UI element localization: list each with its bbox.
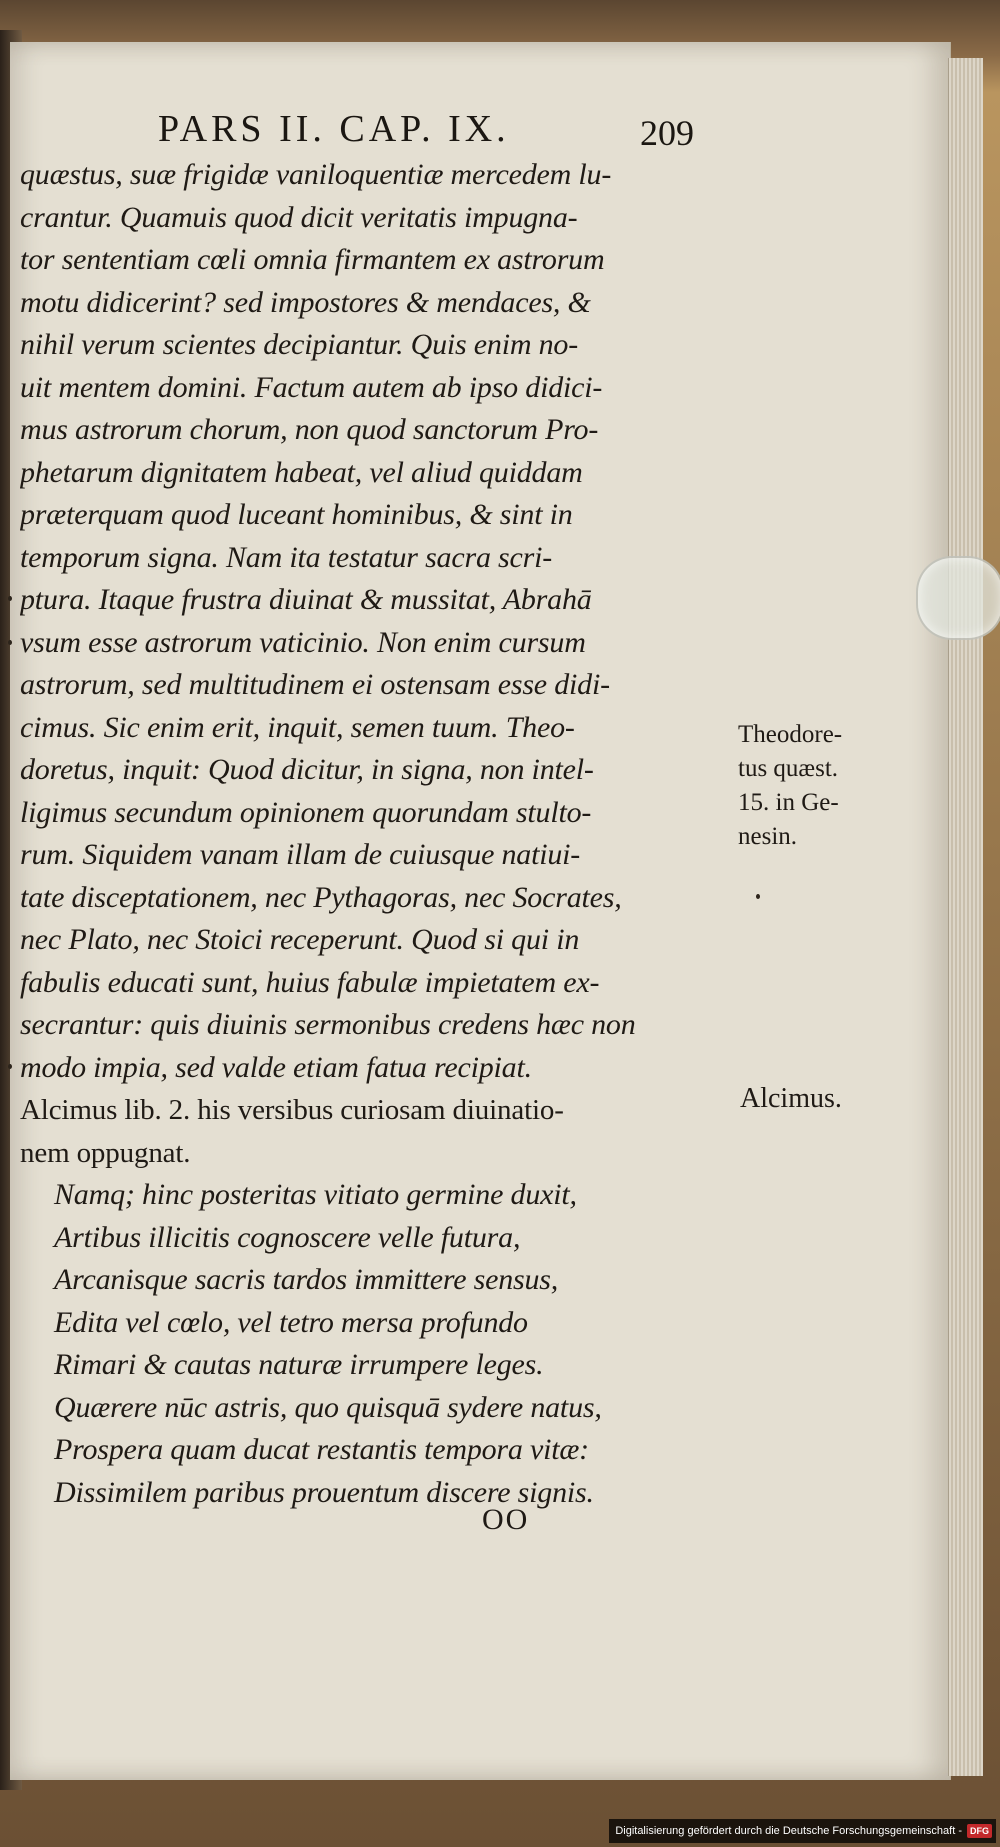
text-line: crantur. Quamuis quod dicit veritatis impugna- bbox=[20, 200, 578, 234]
ink-spot bbox=[756, 894, 760, 899]
text-line: mus astrorum chorum, non quod sanctorum Pro- bbox=[20, 413, 599, 446]
verse-line: Artibus illicitis cognoscere velle futura, bbox=[54, 1220, 521, 1254]
verse-line: Rimari & cautas naturæ irrumpere leges. bbox=[54, 1348, 544, 1381]
verse-block bbox=[20, 1174, 735, 1514]
text-line: temporum signa. Nam ita testatur sacra scri- bbox=[20, 540, 553, 574]
dfg-logo-badge: DFG bbox=[967, 1824, 992, 1838]
text-line: astrorum, sed multitudinem ei ostensam esse didi- bbox=[20, 668, 610, 701]
text-line: uit mentem domini. Factum autem ab ipso didici- bbox=[20, 370, 603, 404]
ink-spot bbox=[8, 1064, 12, 1069]
text-line: tate disceptationem, nec Pythagoras, nec Socrates, bbox=[20, 880, 622, 914]
text-line: fabulis educati sunt, huius fabulæ impietatem ex- bbox=[20, 965, 600, 999]
digitization-credit bbox=[609, 1819, 996, 1843]
text-line: motu didicerint? sed impostores & mendaces, & bbox=[20, 285, 591, 319]
text-line: tor sententiam cœli omnia firmantem ex astrorum bbox=[20, 243, 605, 276]
running-head: PARS II. CAP. IX. bbox=[158, 108, 510, 150]
page-fore-edge bbox=[948, 58, 983, 1776]
text-line: nihil verum scientes decipiantur. Quis enim no- bbox=[20, 328, 579, 361]
marginal-note-alcimus: Alcimus. bbox=[740, 1083, 842, 1114]
text-line: ptura. Itaque frustra diuinat & mussitat, Abrahā bbox=[20, 583, 592, 616]
verse-line: Edita vel cœlo, vel tetro mersa profundo bbox=[54, 1305, 528, 1339]
text-line: quæstus, suæ frigidæ vaniloquentiæ mercedem lu- bbox=[20, 158, 612, 191]
ink-spot bbox=[8, 596, 12, 601]
verse-line: Dissimilem paribus prouentum discere signis. bbox=[54, 1475, 594, 1509]
marginal-note-theodoretus-1: Theodore- bbox=[738, 721, 843, 748]
ink-spot bbox=[8, 640, 12, 645]
main-text-block bbox=[20, 154, 735, 1514]
page-number: 209 bbox=[640, 113, 694, 153]
text-line: rum. Siquidem vanam illam de cuiusque natiui- bbox=[20, 838, 581, 871]
text-line: ligimus secundum opinionem quorundam stulto- bbox=[20, 795, 592, 829]
text-line: vsum esse astrorum vaticinio. Non enim cursum bbox=[20, 625, 586, 659]
text-line: doretus, inquit: Quod dicitur, in signa, non intel- bbox=[20, 753, 594, 786]
text-line: cimus. Sic enim erit, inquit, semen tuum. Theo- bbox=[20, 710, 575, 744]
verse-line: Quærere nūc astris, quo quisquā sydere natus, bbox=[54, 1390, 602, 1424]
text-line: modo impia, sed valde etiam fatua recipiat. bbox=[20, 1050, 532, 1084]
text-line: phetarum dignitatem habeat, vel aliud quiddam bbox=[20, 455, 583, 489]
text-line: secrantur: quis diuinis sermonibus credens hæc non bbox=[20, 1008, 636, 1041]
credit-text: Digitalisierung gefördert durch die Deutsche Forschungsgemeinschaft - bbox=[615, 1825, 962, 1837]
marginal-note-theodoretus-4: nesin. bbox=[738, 823, 798, 850]
verse-line: Namq; hinc posteritas vitiato germine duxit, bbox=[54, 1178, 577, 1211]
text-line-roman: Alcimus lib. 2. his versibus curiosam diuinatio- bbox=[20, 1094, 564, 1126]
text-line: præterquam quod luceant hominibus, & sint in bbox=[20, 498, 573, 531]
verse-line: Prospera quam ducat restantis tempora vitæ: bbox=[54, 1433, 589, 1466]
verse-line: Arcanisque sacris tardos immittere sensus, bbox=[54, 1263, 559, 1296]
catchword: OO bbox=[482, 1503, 530, 1536]
marginal-note-theodoretus-3: 15. in Ge- bbox=[738, 789, 839, 816]
plastic-page-clip bbox=[916, 556, 1000, 640]
text-line: nec Plato, nec Stoici receperunt. Quod si qui in bbox=[20, 923, 580, 956]
text-line-roman: nem oppugnat. bbox=[20, 1136, 191, 1169]
marginal-note-theodoretus-2: tus quæst. bbox=[738, 755, 839, 782]
